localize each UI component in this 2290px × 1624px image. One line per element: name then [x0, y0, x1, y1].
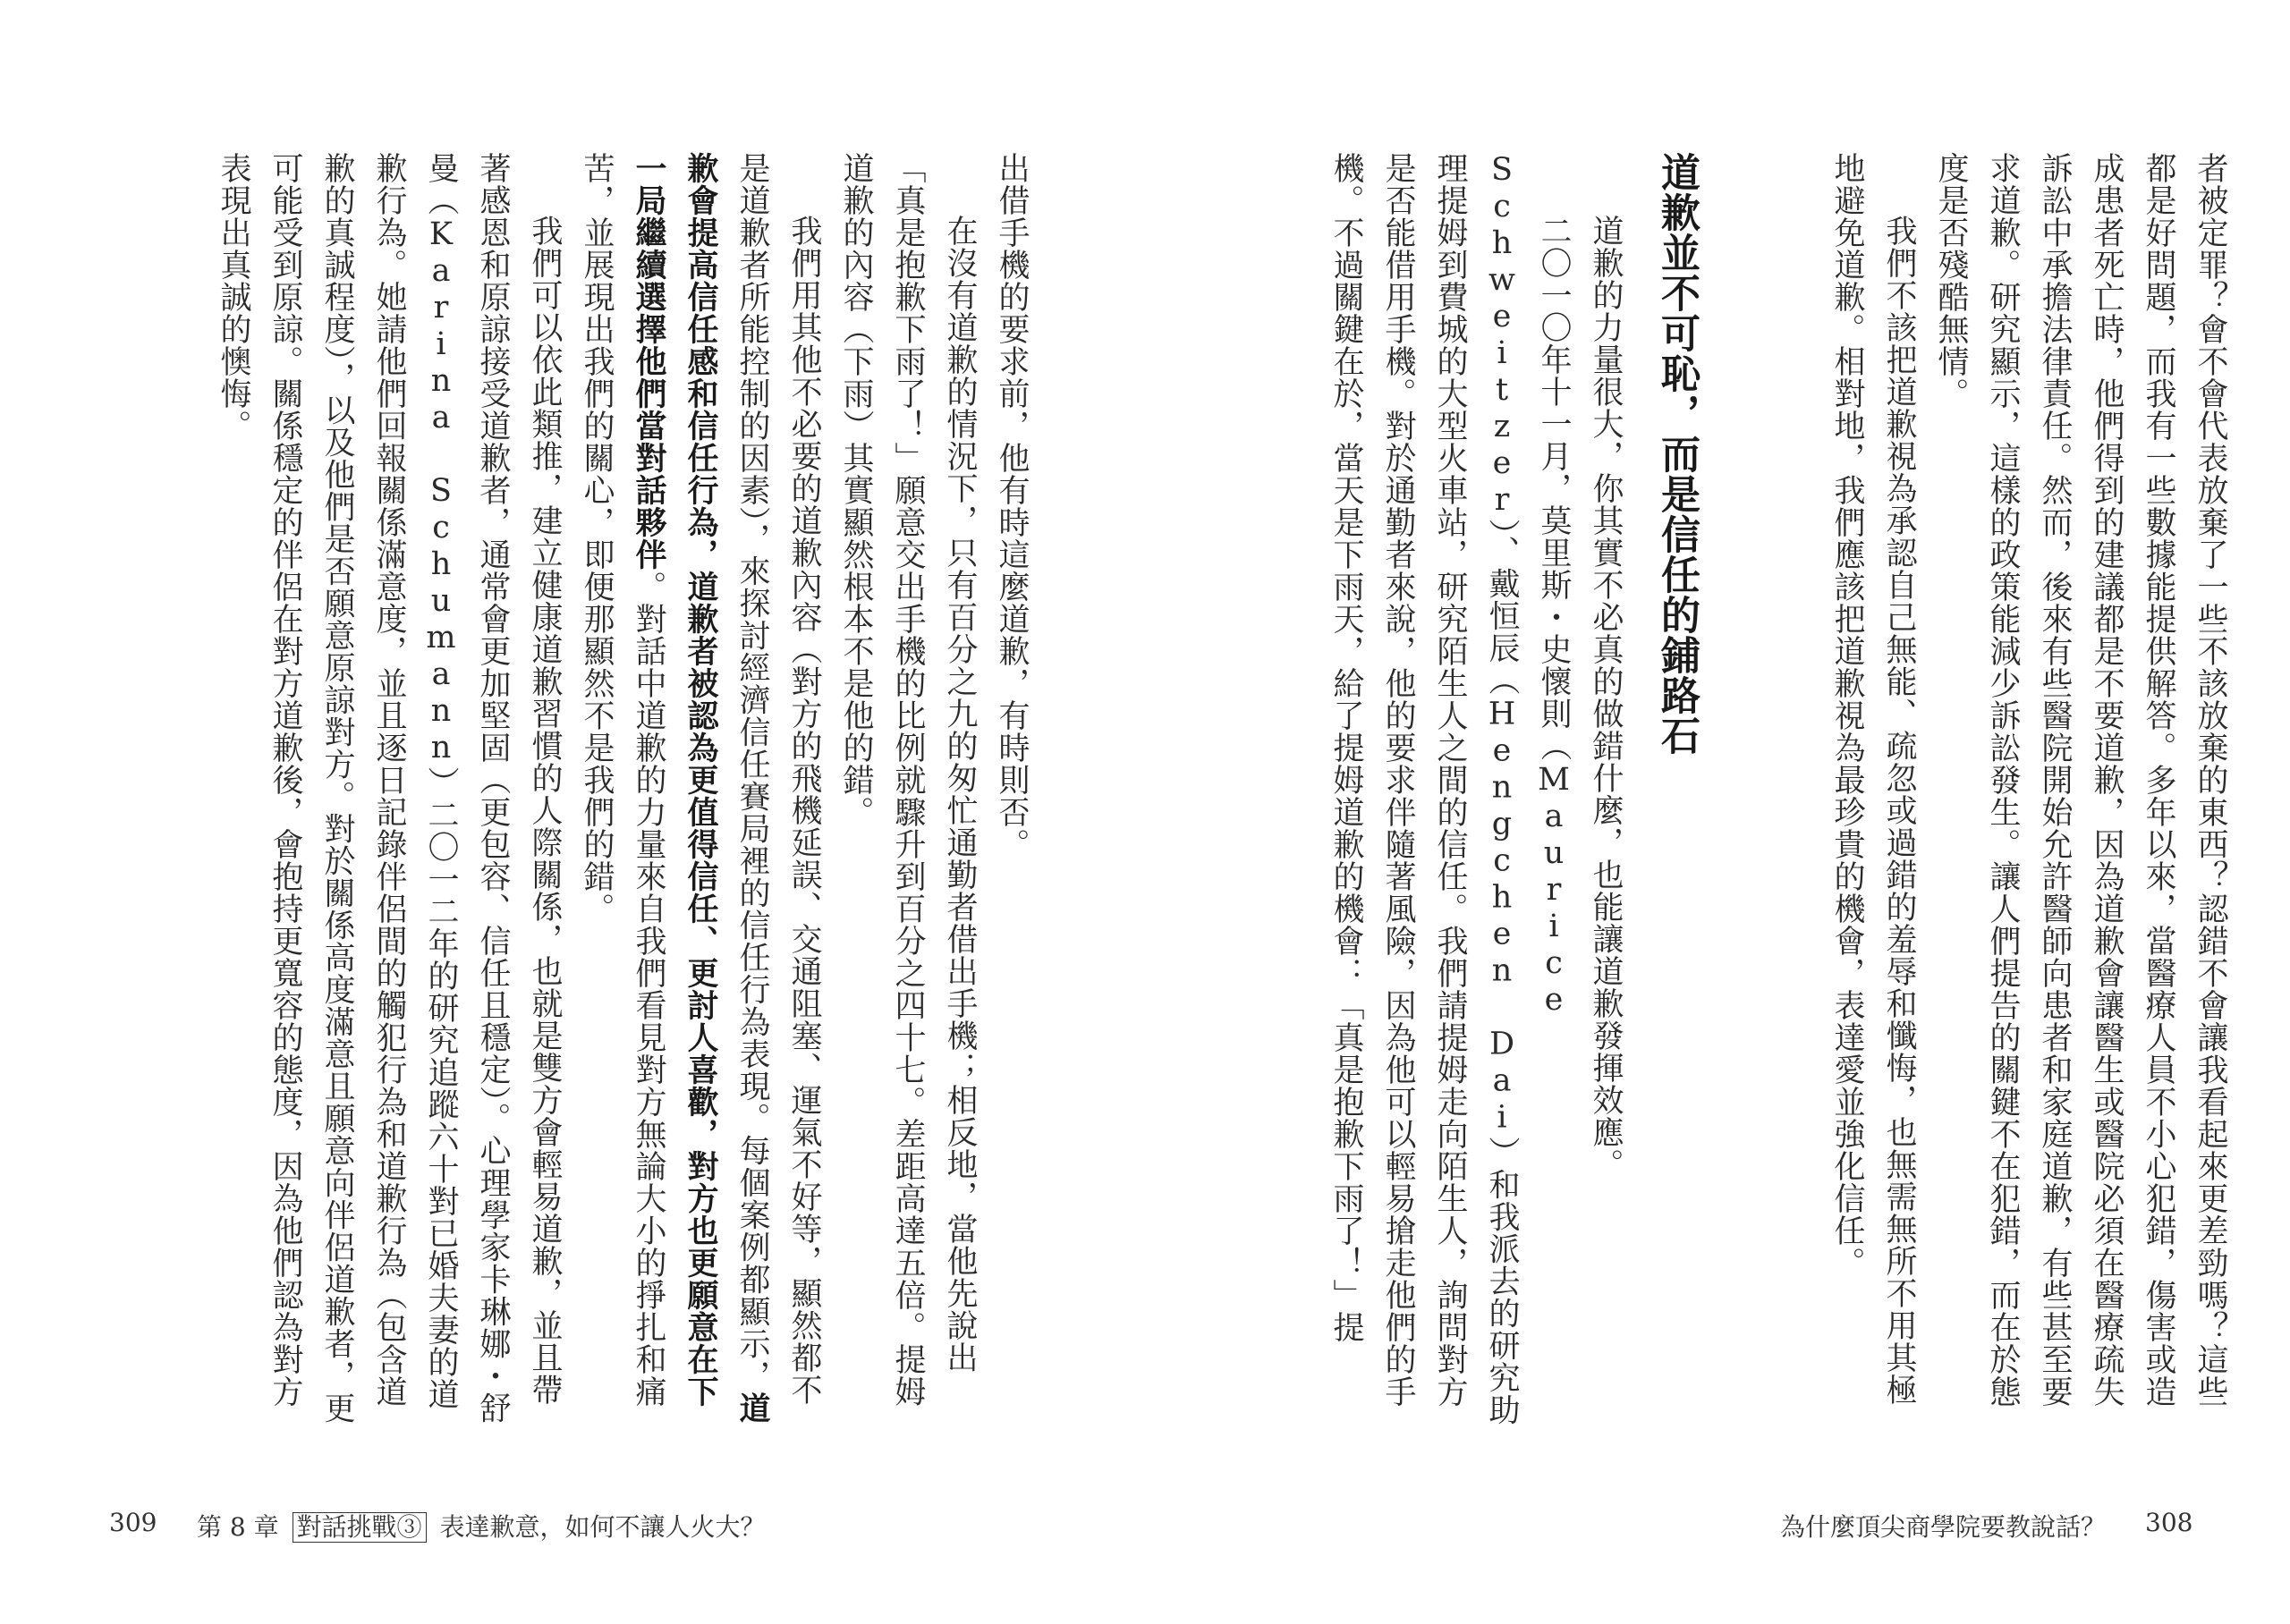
left-page-text	[143, 152, 1038, 1431]
book-title: 為什麼頂尖商學院要教說話？	[1780, 1512, 2107, 1542]
paragraph: 二〇一〇年十一月，莫里斯・史懷則（Maurice Schweitzer）、戴恒辰（Hengchen Dai）和我派去的研究助理提姆到費城的大型火車站，研究陌生人之間的信任。我們請提姆走向陌生人，詢問對方是否能借用手機。對於通勤者來說，他的要求伴隨著風險，因為他可以輕易搶走他們的手機。不過關鍵在於，當天是下雨天，給了提姆道歉的機會：「真是抱歉下雨了！」提	[1328, 152, 1572, 1426]
chapter-label	[197, 1508, 765, 1544]
paragraph: 者被定罪？會不會代表放棄了一些不該放棄的東西？認錯不會讓我看起來更差勁嗎？這些都是好問題，而我有一些數據能提供解答。多年以來，當醫療人員不小心犯錯，傷害或造成患者死亡時，他們得到的建議都是不要道歉，因為道歉會讓醫生或醫院必須在醫療疏失訴訟中承擔法律責任。然而，後來有些醫院開始允許醫師向患者和家庭道歉，有些甚至要求道歉。研究顯示，這樣的政策能減少訴訟發生。讓人們提告的關鍵不在犯錯，而在於態度是否殘酷無情。	[1933, 152, 2228, 1408]
emphasis-text: 道歉會提高信任感和信任行為，道歉者被認為更值得信任、更討人喜歡，對方也更願意在下一局繼續選擇他們當對話夥伴	[631, 152, 770, 1425]
right-page-text	[1735, 152, 2236, 1431]
paragraph: 我們不該把道歉視為承認自己無能、疏忽或過錯的羞辱和懺悔，也無需無所不用其極地避免道歉。相對地，我們應該把道歉視為最珍貴的機會，表達愛並強化信任。	[1829, 152, 1917, 1406]
paragraph	[571, 152, 830, 1431]
boxed-label: 對話挑戰③	[293, 1512, 427, 1543]
paragraph: 在沒有道歉的情況下，只有百分之九的匆忙通勤者借出手機；相反地，當他先說出「真是抱歉下雨了！」願意交出手機的比例就驟升到百分之四十七。差距高達五倍。提姆道歉的內容（下雨）其實顯然根本不是他的錯。	[838, 152, 978, 1408]
paragraph: 道歉的力量很大，你其實不必真的做錯什麼，也能讓道歉發揮效應。	[1588, 215, 1624, 1180]
right-page-text-2	[1234, 152, 1709, 1431]
paragraph-text: 。對話中道歉的力量來自我們看見對方無論大小的掙扎和痛苦，並展現出我們的關心，即便那顯然不是我們的錯。	[579, 152, 666, 1408]
paragraph: 我們可以依此類推，建立健康道歉習慣的人際關係，也就是雙方會輕易道歉，並且帶著感恩和原諒接受道歉者，通常會更加堅固（更包容、信任且穩定）。心理學家卡琳娜・舒曼（Karina Schumann）二〇一二年的研究追蹤六十對已婚夫妻的道歉行為。她請他們回報關係滿意度，並且逐日記錄伴侶間的觸犯行為和道歉行為（包含道歉的真誠程度），以及他們是否願意原諒對方。對於關係高度滿意且願意向伴侶道歉者，更可能受到原諒。關係穩定的伴侶在對方道歉後，會抱持更寬容的態度，因為他們認為對方表現出真誠的懊悔。	[216, 152, 563, 1425]
chapter-title: 表達歉意，如何不讓人火大？	[439, 1512, 766, 1542]
paragraph-text: 我們用其他不必要的道歉內容（對方的飛機延誤、交通阻塞、運氣不好等，顯然都不是道歉者所能控制的因素），來探討經濟信任賽局裡的信任行為表現。每個案例都顯示，	[734, 152, 822, 1406]
paragraph: 出借手機的要求前，他有時這麼道歉，有時則否。	[994, 152, 1030, 860]
chapter-number: 第 8 章	[197, 1512, 279, 1542]
section-heading: 道歉並不可恥，而是信任的鋪路石	[1654, 152, 1700, 756]
right-page	[1145, 0, 2290, 1624]
page-number: 308	[2145, 1508, 2193, 1537]
page-number: 309	[109, 1508, 157, 1537]
